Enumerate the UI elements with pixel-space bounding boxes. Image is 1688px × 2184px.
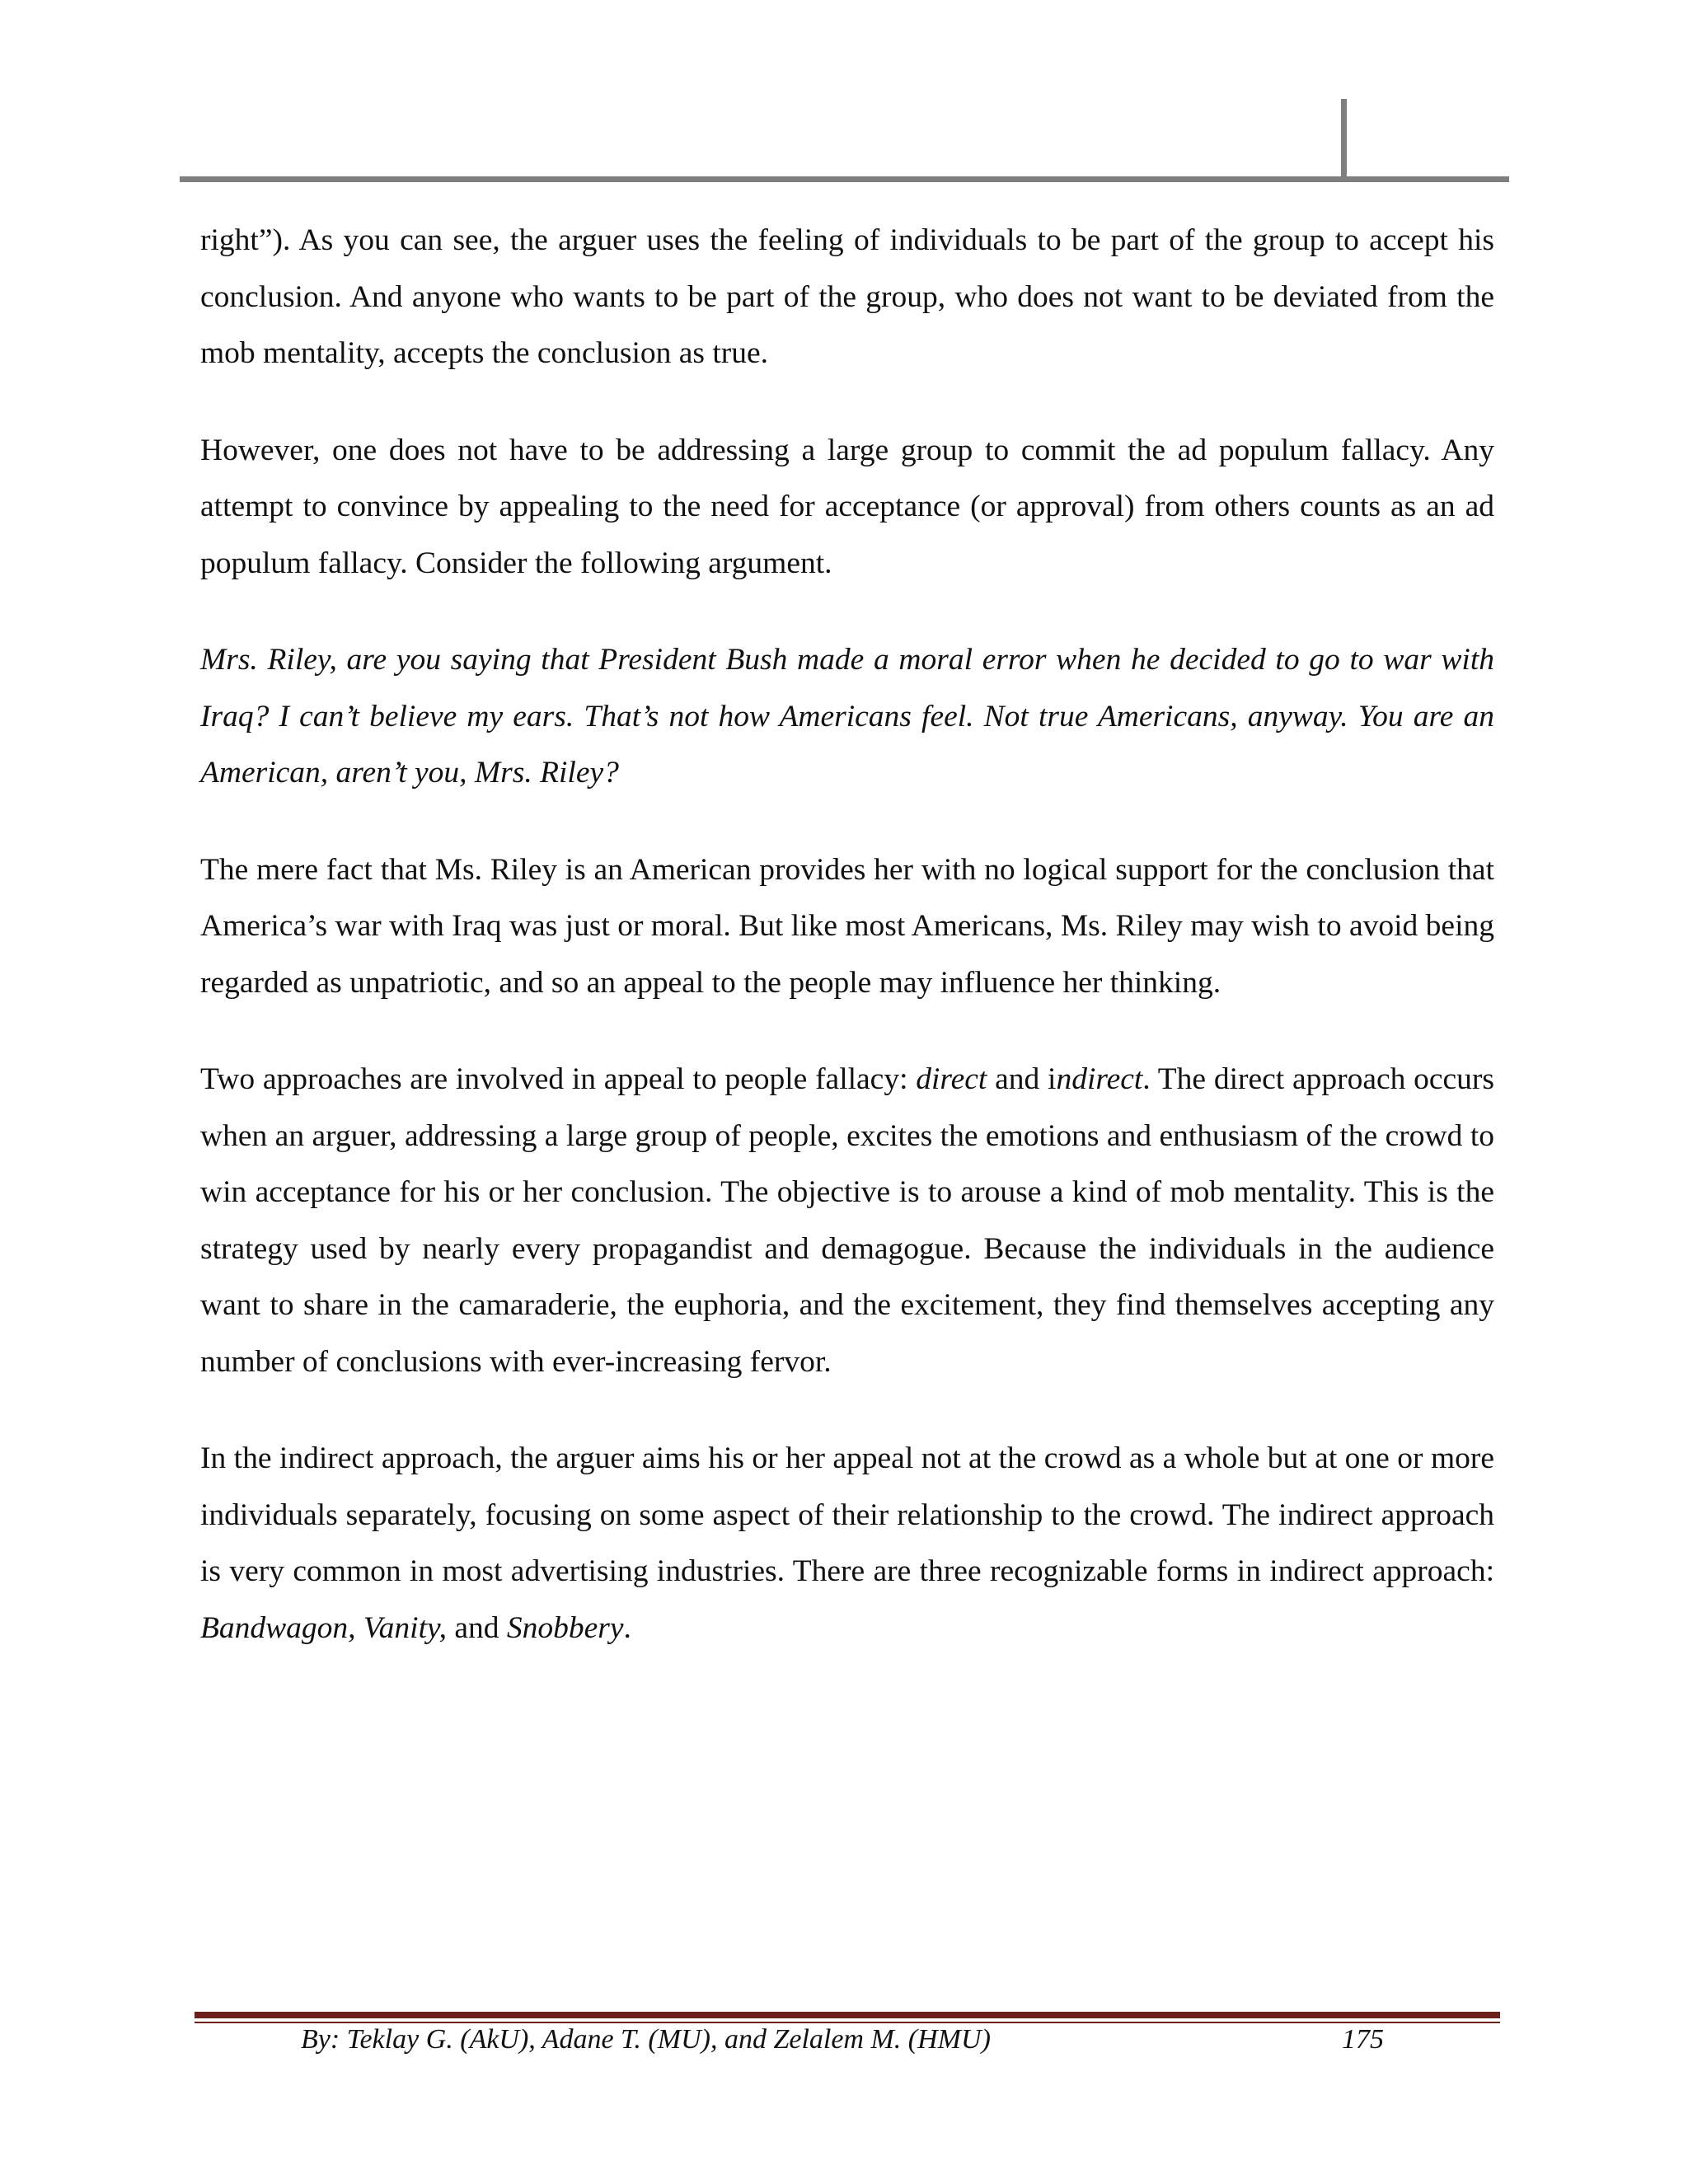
paragraph-indirect-text-2: and	[446, 1610, 507, 1645]
paragraph-indirect-approach	[200, 1431, 1494, 1657]
example-argument-quote: Mrs. Riley, are you saying that President Bush made a moral error when he decided to go to war with Iraq? I can’t believe my ears. That’s not how Americans feel. Not true Americans, anyway. You are an American, aren’t you, Mrs. Riley?	[200, 643, 1494, 790]
paragraph-2: However, one does not have to be addressing a large group to commit the ad populum fallacy. Any attempt to convince by appealing to the need for acceptance (or approval) from others counts as an ad populum fallacy. Consider the following argument.	[200, 433, 1494, 580]
paragraph-4: The mere fact that Ms. Riley is an American provides her with no logical support for the conclusion that America’s war with Iraq was just or moral. But like most Americans, Ms. Riley may wish to avoid being regarded as unpatriotic, and so an appeal to the people may influence her thinking.	[200, 852, 1494, 1000]
header-rule	[180, 176, 1509, 182]
term-direct: direct	[916, 1062, 987, 1096]
page-body	[200, 213, 1494, 1697]
footer-authors: By: Teklay G. (AkU), Adane T. (MU), and Zelalem M. (HMU)	[301, 2024, 991, 2055]
page-number: 175	[1342, 2024, 1384, 2055]
term-bandwagon-vanity: Bandwagon, Vanity,	[200, 1610, 447, 1645]
term-indirect: ndirect	[1056, 1062, 1143, 1096]
paragraph-approaches-text-2: and i	[987, 1062, 1057, 1096]
header-divider-tick	[1341, 99, 1347, 180]
paragraph-approaches-text-3: . The direct approach occurs when an arguer, addressing a large group of people, excites the emotions and enthusiasm of the crowd to win acceptance for his or her conclusion. The objective is to arouse a kind of mob mentality. This is the strategy used by nearly every propagandist and demagogue. Because the individuals in the audience want to share in the camaraderie, the euphoria, and the excitement, they find themselves accepting any number of conclusions with ever-increasing fervor.	[200, 1062, 1495, 1379]
paragraph-indirect-text-1: In the indirect approach, the arguer aims his or her appeal not at the crowd as a whole but at one or more individuals separately, focusing on some aspect of their relationship to the crowd. The indirect approach is very common in most advertising industries. There are three recognizable forms in indirect approach:	[200, 1441, 1494, 1588]
paragraph-1: right”). As you can see, the arguer uses the feeling of individuals to be part of the group to accept his conclusion. And anyone who wants to be part of the group, who does not want to be deviated from the mob mentality, accepts the conclusion as true.	[200, 223, 1494, 370]
term-snobbery: Snobbery	[506, 1610, 624, 1645]
paragraph-approaches	[200, 1052, 1494, 1390]
paragraph-approaches-text-1: Two approaches are involved in appeal to people fallacy:	[200, 1062, 917, 1096]
paragraph-indirect-text-3: .	[623, 1610, 631, 1645]
